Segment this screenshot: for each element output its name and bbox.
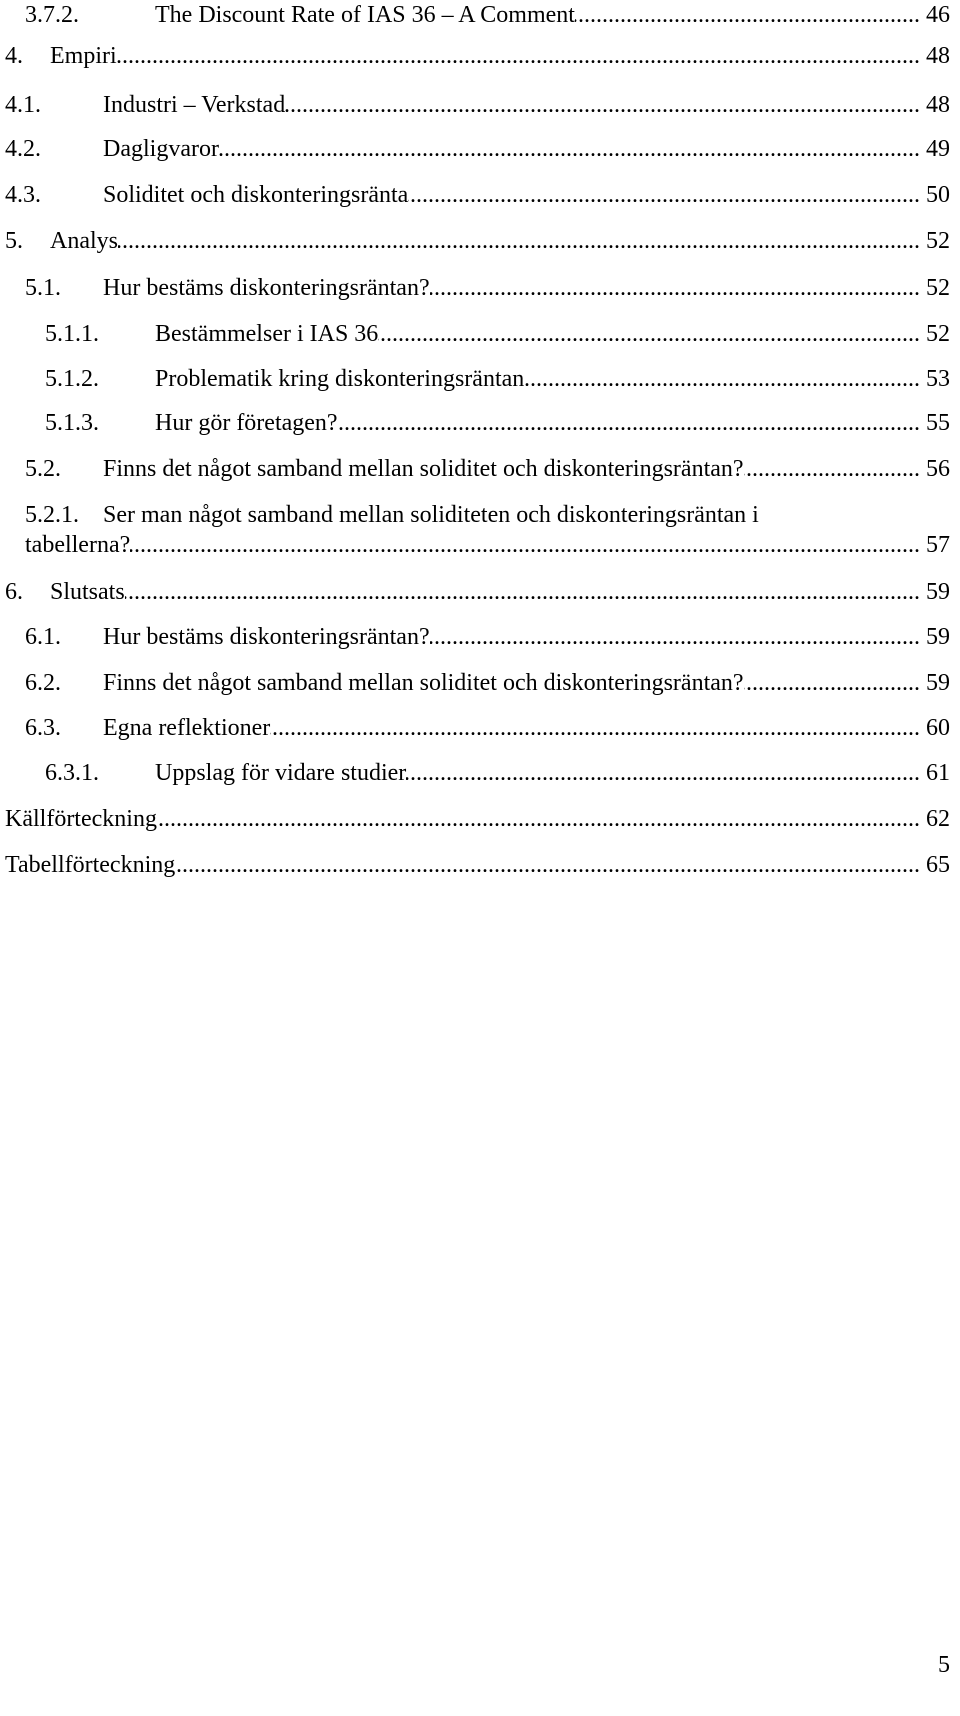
toc-entry (0, 577, 960, 607)
toc-entry-title: Hur bestäms diskonteringsräntan? (103, 275, 430, 301)
toc-entry-page: 60 (926, 715, 950, 741)
toc-entry-number: 5.1.1. (45, 321, 99, 347)
toc-entry (0, 713, 960, 743)
toc-entry (0, 273, 960, 303)
toc-leader-dots (285, 90, 920, 120)
toc-entry-number: 4.3. (5, 182, 41, 208)
toc-entry-number: 5. (5, 228, 23, 254)
toc-leader-dots (175, 850, 920, 880)
toc-entry (0, 364, 960, 394)
toc-entry-title: Industri – Verkstad (103, 92, 286, 118)
toc-leader-dots (378, 319, 920, 349)
toc-entry-page: 52 (926, 321, 950, 347)
toc-leader-dots (338, 408, 920, 438)
toc-entry-page: 62 (926, 806, 950, 832)
toc-entry-title: Analys (50, 228, 118, 254)
toc-entry (0, 408, 960, 438)
toc-leader-dots (744, 454, 920, 484)
toc-entry-number: 6.3.1. (45, 760, 99, 786)
toc-entry-number: 4.1. (5, 92, 41, 118)
toc-entry-title: Egna reflektioner (103, 715, 271, 741)
toc-entry-number: 6.1. (25, 624, 61, 650)
toc-entry-title: Ser man något samband mellan soliditeten och diskonteringsräntan i (103, 502, 759, 528)
toc-entry-page: 61 (926, 760, 950, 786)
toc-entry-page: 65 (926, 852, 950, 878)
toc-leader-dots (157, 804, 920, 834)
toc-leader-dots (117, 41, 920, 71)
toc-leader-dots (125, 577, 920, 607)
toc-entry (0, 90, 960, 120)
toc-entry (0, 180, 960, 210)
toc-entry (0, 319, 960, 349)
toc-entry-title: Hur gör företagen? (155, 410, 338, 436)
toc-entry-number: 6.2. (25, 670, 61, 696)
toc-entry (0, 41, 960, 71)
toc-leader-dots (575, 0, 920, 30)
toc-entry-title: Finns det något samband mellan soliditet och diskonteringsräntan? (103, 456, 744, 482)
toc-leader-dots (408, 180, 920, 210)
toc-entry-continuation (0, 530, 960, 560)
toc-leader-dots (118, 226, 920, 256)
toc-leader-dots (524, 364, 920, 394)
toc-entry-page: 55 (926, 410, 950, 436)
toc-entry-number: 5.1.3. (45, 410, 99, 436)
toc-entry-number: 5.1.2. (45, 366, 99, 392)
toc-entry (0, 668, 960, 698)
toc-entry-title: Soliditet och diskonteringsränta (103, 182, 409, 208)
toc-entry-title-continued: tabellerna? (25, 532, 131, 558)
toc-leader-dots (219, 134, 920, 164)
toc-leader-dots (130, 530, 920, 560)
toc-entry-number: 6.3. (25, 715, 61, 741)
toc-entry-title: Tabellförteckning (5, 852, 176, 878)
toc-entry-title: Finns det något samband mellan soliditet och diskonteringsräntan? (103, 670, 744, 696)
toc-entry (0, 850, 960, 880)
toc-entry-page: 50 (926, 182, 950, 208)
toc-entry-title: Källförteckning (5, 806, 157, 832)
toc-entry-title: The Discount Rate of IAS 36 – A Comment (155, 2, 575, 28)
toc-entry-page: 48 (926, 92, 950, 118)
toc-entry-title: Problematik kring diskonteringsräntan (155, 366, 525, 392)
toc-entry (0, 500, 960, 530)
toc-leader-dots (430, 622, 920, 652)
toc-entry-title: Hur bestäms diskonteringsräntan? (103, 624, 430, 650)
toc-entry-page: 46 (926, 2, 950, 28)
toc-entry-page: 52 (926, 228, 950, 254)
toc-entry (0, 804, 960, 834)
toc-entry-page: 59 (926, 579, 950, 605)
toc-entry-number: 4.2. (5, 136, 41, 162)
toc-entry-title: Uppslag för vidare studier (155, 760, 407, 786)
toc-leader-dots (270, 713, 920, 743)
toc-leader-dots (744, 668, 920, 698)
toc-entry-page: 59 (926, 670, 950, 696)
toc-entry-page: 49 (926, 136, 950, 162)
toc-entry-page: 57 (926, 532, 950, 558)
toc-entry-number: 5.2. (25, 456, 61, 482)
toc-entry-title: Bestämmelser i IAS 36 (155, 321, 379, 347)
toc-entry-number: 5.1. (25, 275, 61, 301)
toc-entry-number: 3.7.2. (25, 2, 79, 28)
toc-entry-number: 4. (5, 43, 23, 69)
toc-entry (0, 134, 960, 164)
toc-entry-page: 59 (926, 624, 950, 650)
toc-entry-page: 52 (926, 275, 950, 301)
toc-entry-page: 56 (926, 456, 950, 482)
toc-entry (0, 454, 960, 484)
toc-leader-dots (406, 758, 920, 788)
toc-entry (0, 0, 960, 30)
toc-entry-title: Dagligvaror (103, 136, 219, 162)
toc-entry-page: 53 (926, 366, 950, 392)
toc-entry-number: 5.2.1. (25, 502, 79, 528)
toc-entry (0, 758, 960, 788)
toc-entry-title: Empiri (50, 43, 117, 69)
page-number: 5 (938, 1652, 950, 1678)
toc-entry-number: 6. (5, 579, 23, 605)
toc-entry (0, 226, 960, 256)
toc-leader-dots (430, 273, 920, 303)
toc-entry (0, 622, 960, 652)
toc-entry-page: 48 (926, 43, 950, 69)
toc-entry-title: Slutsats (50, 579, 125, 605)
